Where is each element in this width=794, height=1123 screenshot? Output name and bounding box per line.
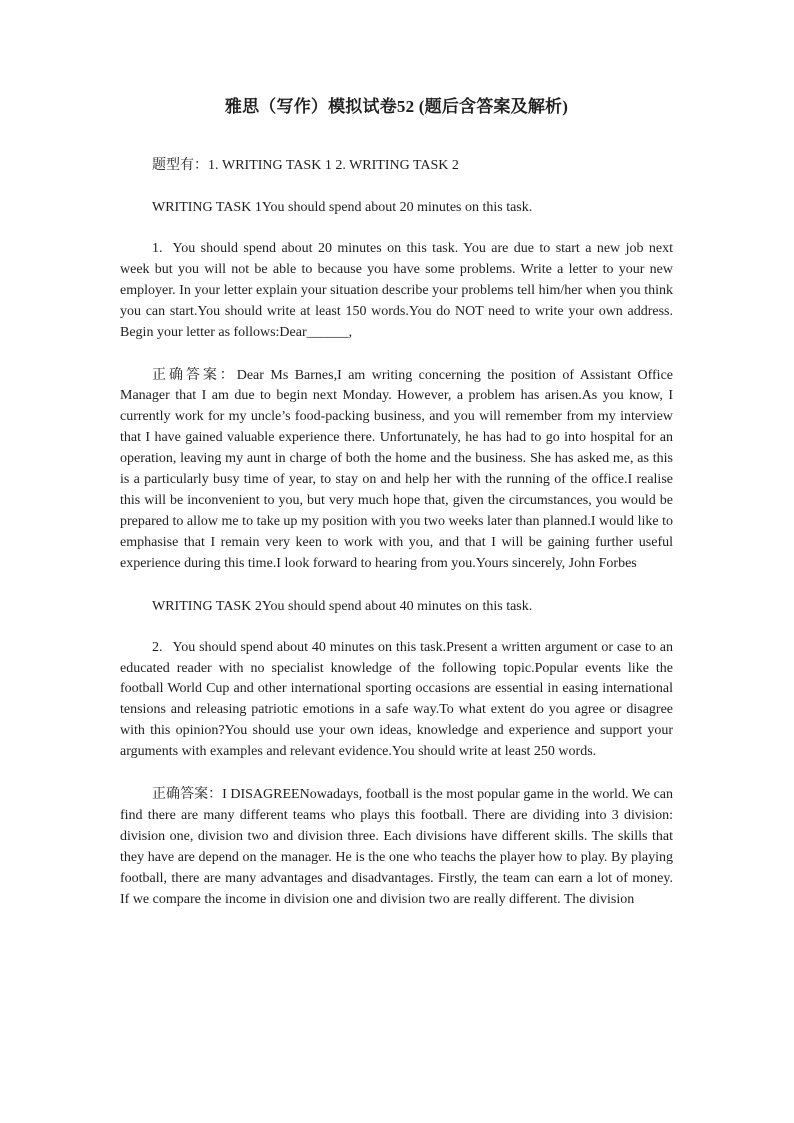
task2-question <box>120 638 673 763</box>
task1-answer-label: 正确答案： <box>152 367 237 383</box>
task2-question-text: You should spend about 40 minutes on this task.Present a written argument or case to an educated reader with no specialist knowledge of the following topic.Popular events like the football World Cup and other international sporting occasions are essential in easing international tensions and releasing patriotic emotions in a safe way.To what extent do you agree or disagree with this opinion?You should use your own ideas, knowledge and experience and support your arguments with examples and relevant evidence.You should write at least 250 words. <box>120 639 673 760</box>
task1-heading: WRITING TASK 1You should spend about 20 minutes on this task. <box>152 200 533 215</box>
task1-question-text: You should spend about 20 minutes on this task. You are due to start a new job next week but you will not be able to because you have some problems. Write a letter to your new employer. In your letter explain your situation describe your problems tell him/her when you think you can start.You should write at least 150 words.You do NOT need to write your own address. Begin your letter as follows:Dear______, <box>120 241 673 340</box>
document-page <box>120 96 673 932</box>
task1-question-number: 1. <box>152 241 163 256</box>
question-types: 题型有：1. WRITING TASK 1 2. WRITING TASK 2 <box>152 158 459 173</box>
task1-answer-text: Dear Ms Barnes,I am writing concerning the position of Assistant Office Manager that I am due to begin next Monday. However, a problem has arisen.As you know, I currently work for my uncle’s food-packing business, and you will remember from my interview that I have gained valuable experience there. Unfortunately, he has had to go into hospital for an operation, leaving my aunt in charge of both the home and the business. She has asked me, as this is a particularly busy time of year, to stay on and help her with the running of the office.I realise this will be inconvenient to you, but very much hope that, given the circumstances, you would be prepared to allow me to take up my position with you two weeks later than planned.I would like to emphasise that I remain very keen to work with you, and that I will be gaining further useful experience during this time.I look forward to hearing from you.Yours sincerely, John Forbes <box>120 367 674 571</box>
task2-answer <box>120 785 673 910</box>
task1-question <box>120 239 673 344</box>
task2-question-number: 2. <box>152 639 163 655</box>
task2-heading: WRITING TASK 2You should spend about 40 minutes on this task. <box>152 598 533 614</box>
page-title: 雅思（写作）模拟试卷52 (题后含答案及解析) <box>224 97 569 116</box>
task1-answer <box>120 366 673 575</box>
task2-answer-label: 正确答案： <box>152 787 223 803</box>
task2-answer-text: I DISAGREENowadays, football is the most popular game in the world. We can find there are many different teams who plays this football. There are dividing into 3 division: division one, division two and division three. Each divisions have different skills. The skills that they have are depend on the manager. He is the one who teachs the player how to play. By playing football, there are many advantages and disadvantages. Firstly, the team can earn a lot of money. If we compare the income in division one and division two are really different. The division <box>120 787 673 907</box>
